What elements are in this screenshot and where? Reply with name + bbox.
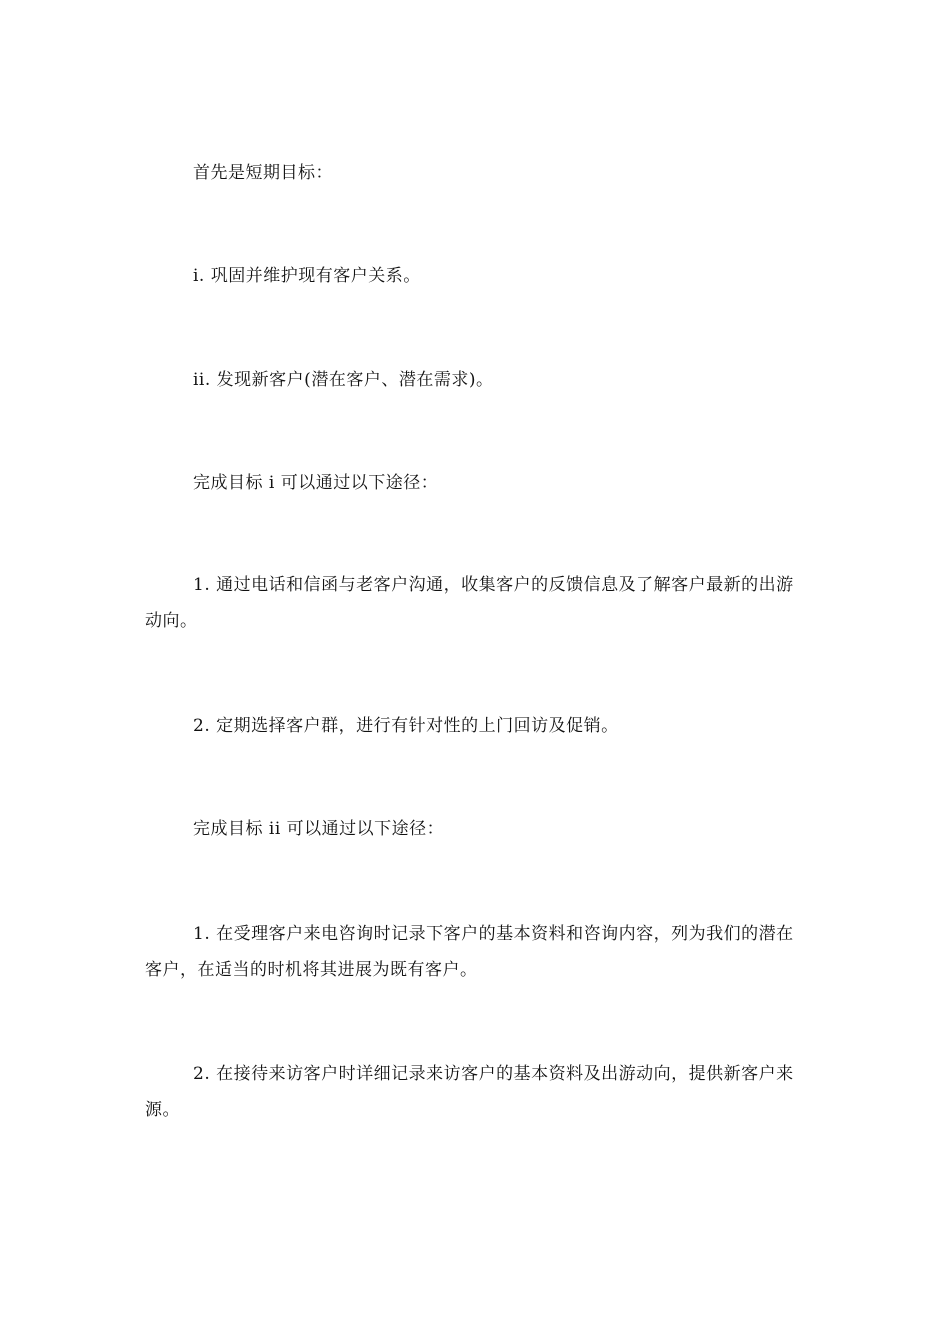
paragraph-goal-i-methods: 完成目标 i 可以通过以下途径： bbox=[193, 473, 439, 493]
paragraph-goal-i-method-1: 1. 通过电话和信函与老客户沟通，收集客户的反馈信息及了解客户最新的出游动向。 bbox=[145, 575, 794, 631]
paragraph-goal-i-method-2: 2. 定期选择客户群，进行有针对性的上门回访及促销。 bbox=[193, 716, 619, 736]
paragraph-goal-i: i. 巩固并维护现有客户关系。 bbox=[193, 266, 421, 286]
paragraph-goal-ii-method-2: 2. 在接待来访客户时详细记录来访客户的基本资料及出游动向，提供新客户来源。 bbox=[145, 1064, 794, 1120]
paragraph-goal-ii-method-1: 1. 在受理客户来电咨询时记录下客户的基本资料和咨询内容，列为我们的潜在客户，在适当的时机将其进展为既有客户。 bbox=[145, 924, 794, 980]
paragraph-short-term-goals: 首先是短期目标： bbox=[193, 163, 333, 183]
paragraph-goal-ii-methods: 完成目标 ii 可以通过以下途径： bbox=[193, 819, 445, 839]
paragraph-goal-ii: ii. 发现新客户(潜在客户、潜在需求)。 bbox=[193, 370, 494, 390]
